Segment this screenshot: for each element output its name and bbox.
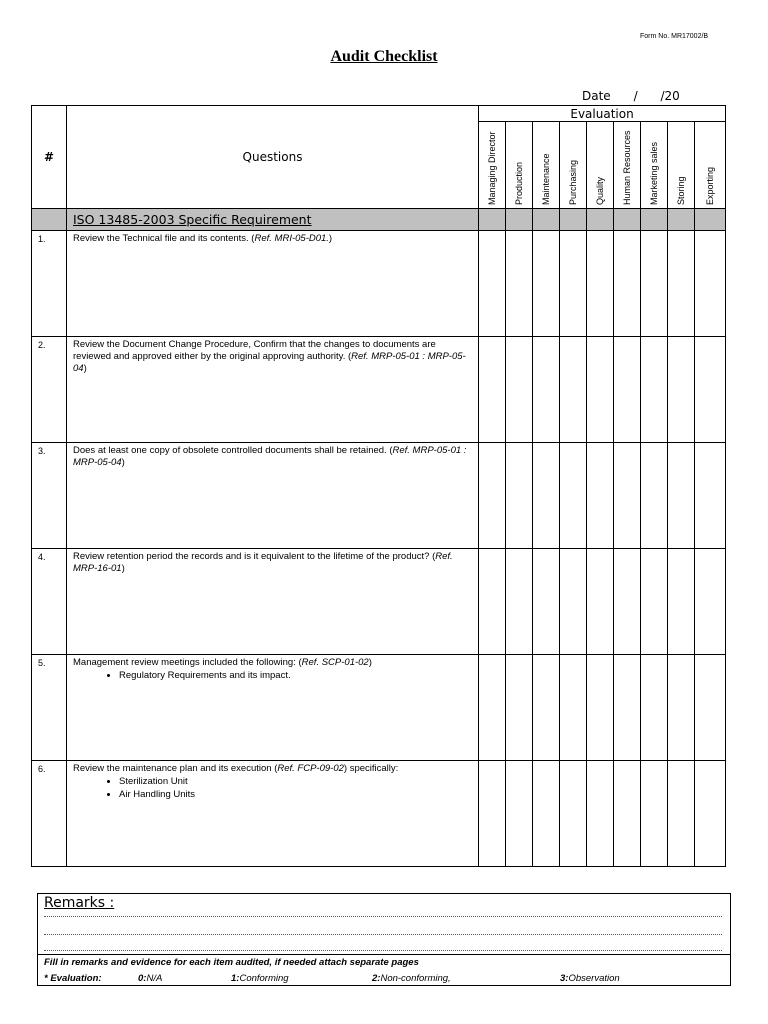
evaluation-cell[interactable] <box>614 761 641 867</box>
remarks-line[interactable] <box>44 916 722 917</box>
evaluation-cell[interactable] <box>560 655 587 761</box>
evaluation-cell[interactable] <box>533 337 560 443</box>
bullet-item: • Sterilization Unit <box>119 775 472 788</box>
date-label: Date / /20 <box>582 89 680 103</box>
question-text: Review the Technical file and its contents. (Ref. MRI-05-D01.) <box>67 231 479 337</box>
evaluation-cell[interactable] <box>695 443 726 549</box>
evaluation-cell[interactable] <box>506 549 533 655</box>
evaluation-cell[interactable] <box>479 549 506 655</box>
legend-item: 2:Non-conforming, <box>372 973 451 984</box>
department-header: Storing <box>668 122 695 209</box>
reference: Ref. MRP-05-01 : MRP-05-04 <box>73 445 467 468</box>
question-text: Management review meetings included the following: (Ref. SCP-01-02) • Regulatory Requirements and its impact. <box>67 655 479 761</box>
evaluation-header: Evaluation <box>479 106 726 122</box>
table-row <box>32 655 726 761</box>
item-number: 3. <box>32 443 67 549</box>
remarks-divider <box>38 954 730 955</box>
department-header: Exporting <box>695 122 726 209</box>
page-title: Audit Checklist <box>330 48 438 65</box>
hash-header: # <box>32 106 67 209</box>
evaluation-cell[interactable] <box>560 549 587 655</box>
evaluation-cell[interactable] <box>614 655 641 761</box>
evaluation-cell[interactable] <box>587 761 614 867</box>
evaluation-cell[interactable] <box>668 549 695 655</box>
department-header: Managing Director <box>479 122 506 209</box>
evaluation-cell[interactable] <box>614 549 641 655</box>
item-number: 2. <box>32 337 67 443</box>
legend-item: 0:N/A <box>138 973 163 984</box>
evaluation-cell[interactable] <box>614 231 641 337</box>
remarks-title: Remarks : <box>44 895 115 911</box>
evaluation-cell[interactable] <box>506 337 533 443</box>
department-header: Quality <box>587 122 614 209</box>
bullet-item: • Air Handling Units <box>119 788 472 801</box>
evaluation-cell[interactable] <box>587 231 614 337</box>
reference: Ref. SCP-01-02 <box>301 657 369 668</box>
evaluation-cell[interactable] <box>479 655 506 761</box>
evaluation-cell[interactable] <box>587 655 614 761</box>
reference: Ref. MRP-05-01 : MRP-05-04 <box>73 351 466 374</box>
evaluation-cell[interactable] <box>506 655 533 761</box>
question-text: Review the Document Change Procedure, Confirm that the changes to documents are reviewed and approved either by the original approving authority. (Ref. MRP-05-01 : MRP-05-04) <box>67 337 479 443</box>
bullet-item: • Regulatory Requirements and its impact. <box>119 669 472 682</box>
evaluation-cell[interactable] <box>641 549 668 655</box>
legend-item: 3:Observation <box>560 973 620 984</box>
table-row <box>32 549 726 655</box>
evaluation-cell[interactable] <box>668 761 695 867</box>
legend-item: 1:Conforming <box>231 973 289 984</box>
reference: Ref. MRI-05-D01. <box>254 233 329 244</box>
evaluation-cell[interactable] <box>668 443 695 549</box>
remarks-line[interactable] <box>44 950 722 951</box>
evaluation-cell[interactable] <box>533 443 560 549</box>
remarks-instruction: Fill in remarks and evidence for each item audited, if needed attach separate pages <box>44 957 419 968</box>
item-number: 6. <box>32 761 67 867</box>
evaluation-cell[interactable] <box>587 443 614 549</box>
department-header: Maintenance <box>533 122 560 209</box>
evaluation-cell[interactable] <box>506 231 533 337</box>
section-row <box>32 209 726 231</box>
reference: Ref. FCP-09-02 <box>277 763 344 774</box>
department-header: Human Resources <box>614 122 641 209</box>
evaluation-cell[interactable] <box>533 655 560 761</box>
evaluation-cell[interactable] <box>560 761 587 867</box>
evaluation-cell[interactable] <box>506 443 533 549</box>
evaluation-cell[interactable] <box>533 761 560 867</box>
question-text: Review the maintenance plan and its execution (Ref. FCP-09-02) specifically: • Sterilization Unit • Air Handling Units <box>67 761 479 867</box>
table-row <box>32 761 726 867</box>
evaluation-cell[interactable] <box>587 549 614 655</box>
evaluation-cell[interactable] <box>560 231 587 337</box>
question-text: Review retention period the records and is it equivalent to the lifetime of the product? (Ref. MRP-16-01) <box>67 549 479 655</box>
item-number: 5. <box>32 655 67 761</box>
evaluation-cell[interactable] <box>533 549 560 655</box>
bullet-list <box>73 669 472 682</box>
evaluation-cell[interactable] <box>695 549 726 655</box>
item-number: 4. <box>32 549 67 655</box>
evaluation-cell[interactable] <box>506 761 533 867</box>
audit-checklist-table <box>31 105 726 867</box>
remarks-line[interactable] <box>44 934 722 935</box>
legend-prefix: * Evaluation: <box>44 973 102 984</box>
question-text: Does at least one copy of obsolete controlled documents shall be retained. (Ref. MRP-05-01 : MRP-05-04) <box>67 443 479 549</box>
evaluation-cell[interactable] <box>641 655 668 761</box>
form-number: Form No. MR17002/B <box>640 33 709 40</box>
evaluation-cell[interactable] <box>641 443 668 549</box>
table-row <box>32 337 726 443</box>
table-row <box>32 231 726 337</box>
evaluation-cell[interactable] <box>614 443 641 549</box>
reference: Ref. MRP-16-01 <box>73 551 453 574</box>
evaluation-cell[interactable] <box>668 655 695 761</box>
evaluation-cell[interactable] <box>668 231 695 337</box>
evaluation-cell[interactable] <box>479 231 506 337</box>
evaluation-cell[interactable] <box>695 231 726 337</box>
evaluation-cell[interactable] <box>479 443 506 549</box>
section-title: ISO 13485-2003 Specific Requirement <box>67 209 479 231</box>
remarks-box <box>37 893 731 986</box>
bullet-list <box>73 775 472 801</box>
evaluation-cell[interactable] <box>587 337 614 443</box>
department-header: Marketing sales <box>641 122 668 209</box>
evaluation-cell[interactable] <box>695 761 726 867</box>
evaluation-cell[interactable] <box>533 231 560 337</box>
evaluation-cell[interactable] <box>479 761 506 867</box>
evaluation-cell[interactable] <box>560 443 587 549</box>
questions-header: Questions <box>67 106 479 209</box>
evaluation-cell[interactable] <box>695 655 726 761</box>
evaluation-cell[interactable] <box>668 337 695 443</box>
item-number: 1. <box>32 231 67 337</box>
evaluation-cell[interactable] <box>479 337 506 443</box>
evaluation-cell[interactable] <box>614 337 641 443</box>
table-row <box>32 443 726 549</box>
evaluation-cell[interactable] <box>641 337 668 443</box>
evaluation-cell[interactable] <box>695 337 726 443</box>
department-header: Production <box>506 122 533 209</box>
department-header: Purchasing <box>560 122 587 209</box>
evaluation-cell[interactable] <box>641 761 668 867</box>
evaluation-cell[interactable] <box>641 231 668 337</box>
evaluation-cell[interactable] <box>560 337 587 443</box>
